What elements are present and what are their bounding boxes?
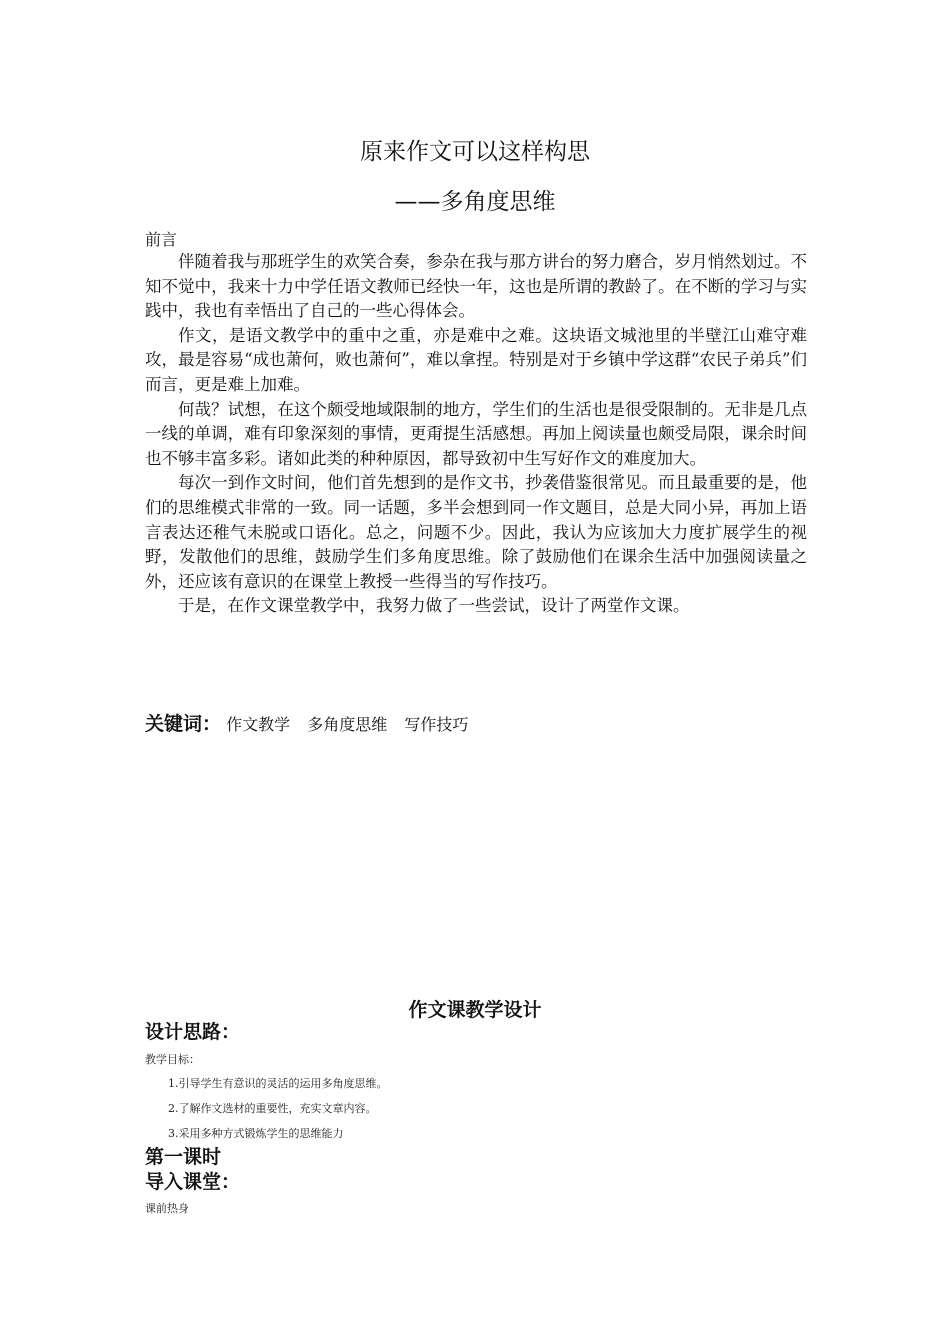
keywords-label: 关键词： (145, 713, 222, 735)
design-title: 作文课教学设计 (408, 999, 542, 1021)
goal-item: 1.引导学生有意识的灵活的运用多角度思维。 (168, 1077, 388, 1090)
paragraph: 于是，在作文课堂教学中，我努力做了一些尝试，设计了两堂作文课。 (178, 596, 690, 616)
goal-item: 2.了解作文选材的重要性，充实文章内容。 (168, 1102, 377, 1115)
intro-heading: 导入课堂： (145, 1171, 241, 1193)
keyword: 多角度思维 (307, 715, 388, 734)
paragraph: 作文，是语文教学中的重中之重，亦是难中之难。这块语文城池里的半壁江山难守难攻，最是容易“成也萧何，败也萧何”，难以拿捏。特别是对于乡镇中学这群“农民子弟兵”们而言，更是难上加难。 (145, 325, 807, 394)
goals-label: 教学目标： (145, 1053, 200, 1066)
warmup-label: 课前热身 (145, 1202, 189, 1215)
lesson-heading: 第一课时 (145, 1146, 222, 1168)
preface-label: 前言 (145, 230, 178, 249)
approach-heading: 设计思路： (145, 1021, 241, 1043)
paragraph: 伴随着我与那班学生的欢笑合奏，参杂在我与那方讲台的努力磨合，岁月悄然划过。不知不觉中，我来十力中学任语文教师已经快一年，这也是所谓的教龄了。在不断的学习与实践中，我也有幸悟出了自己的一些心得体会。 (145, 252, 807, 321)
paragraph: 何哉？试想，在这个颇受地域限制的地方，学生们的生活也是很受限制的。无非是几点一线的单调，难有印象深刻的事情，更甭提生活感想。再加上阅读量也颇受局限，课余时间也不够丰富多彩。诸如此类的种种原因，都导致初中生写好作文的难度加大。 (145, 399, 807, 468)
document-subtitle: ——多角度思维 (394, 189, 556, 215)
document-title: 原来作文可以这样构思 (360, 139, 590, 165)
keyword: 作文教学 (226, 715, 291, 734)
keywords-line (145, 709, 468, 736)
paragraph: 每次一到作文时间，他们首先想到的是作文书，抄袭借鉴很常见。而且最重要的是，他们的思维模式非常的一致。同一话题，多半会想到同一作文题目，总是大同小异，再加上语言表达还稚气未脱或口语化。总之，问题不少。因此，我认为应该加大力度扩展学生的视野，发散他们的思维，鼓励学生们多角度思维。除了鼓励他们在课余生活中加强阅读量之外，还应该有意识的在课堂上教授一些得当的写作技巧。 (145, 473, 807, 591)
preface-body (145, 250, 807, 619)
goal-item: 3.采用多种方式锻炼学生的思维能力 (168, 1127, 344, 1140)
keyword: 写作技巧 (404, 715, 469, 734)
